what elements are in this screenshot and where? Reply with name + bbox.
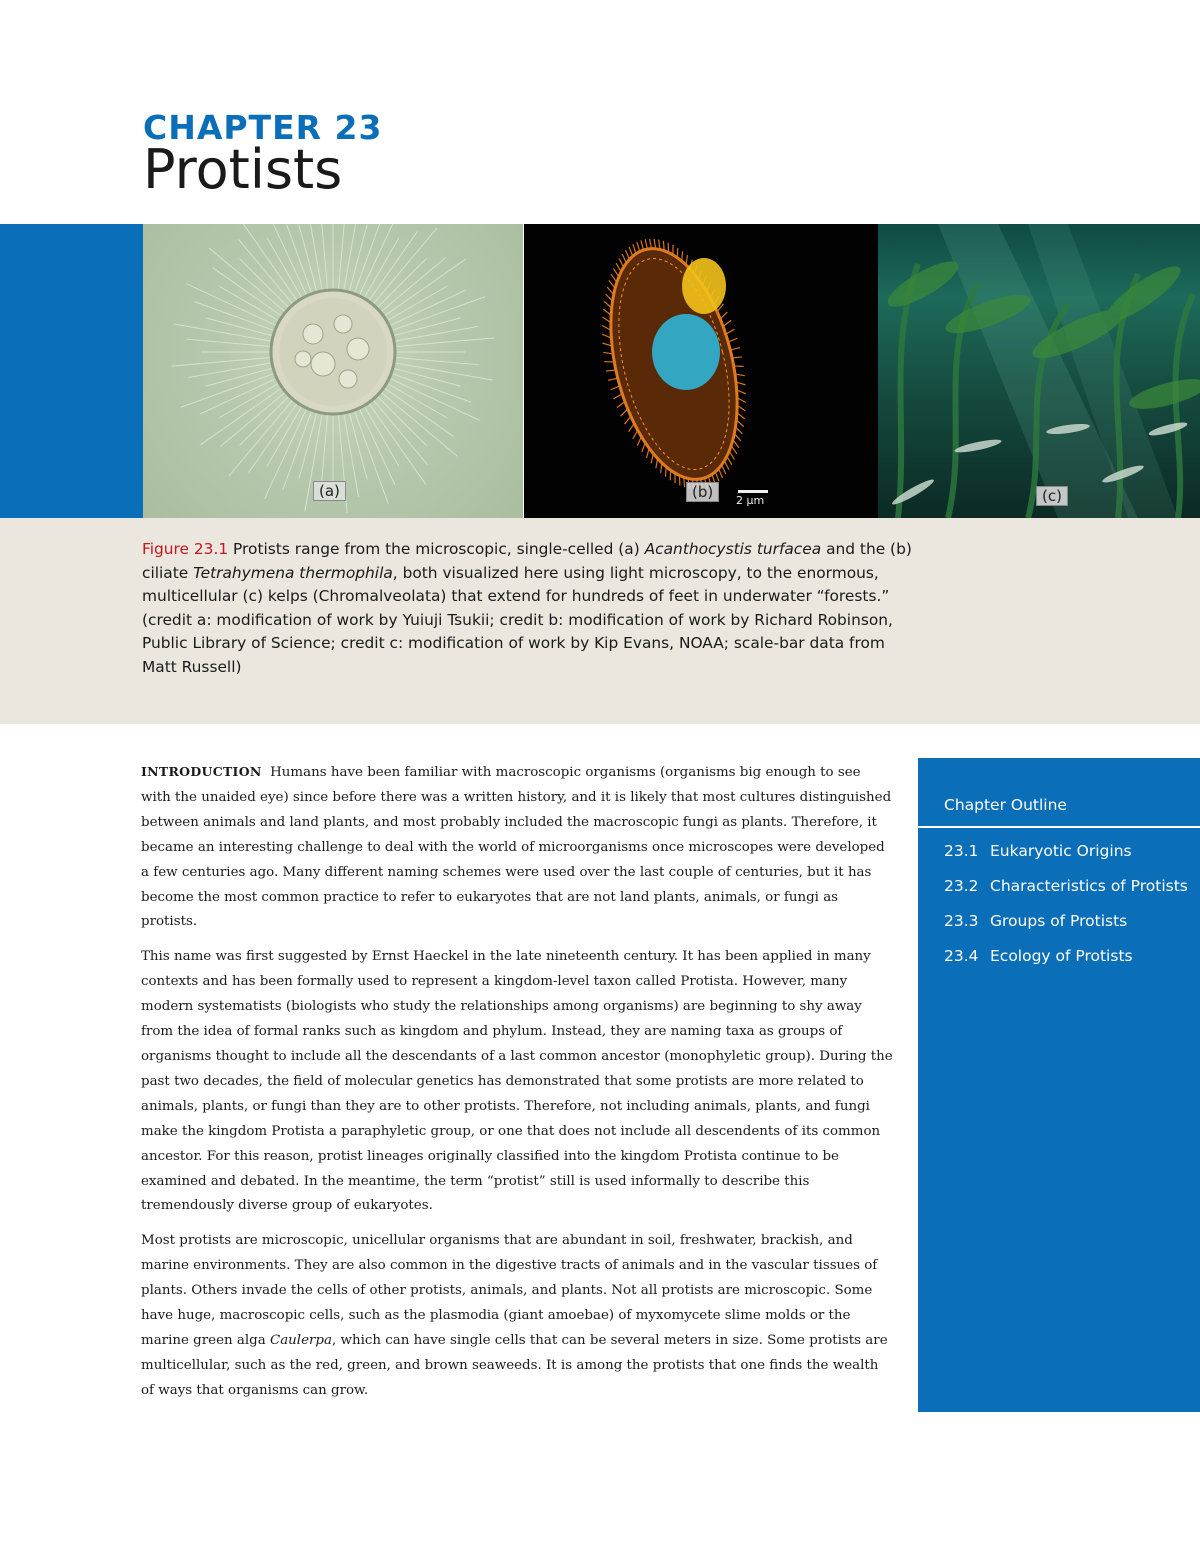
chapter-label: CHAPTER 23: [143, 108, 383, 147]
paragraph-3-text-a: Most protists are microscopic, unicellular organisms that are abundant in soil, freshwater, brackish, and marine environments. They are also common in the digestive tracts of animals and in the vascular tissues of plants. Others invade the cells of other protists, animals, and plants. Not all protists are microscopic. Some have huge, macroscopic cells, such as the plasmodia (giant amoebae) of myxomycete slime molds or the marine green alga: [141, 1233, 878, 1348]
caption-text-2: and the (b) ciliate: [142, 540, 912, 582]
figure-panel-b-image: [524, 224, 878, 518]
outline-item-23-1[interactable]: [944, 838, 1194, 865]
kelp-forest-illustration: [878, 224, 1200, 518]
panel-label-c: (c): [1036, 486, 1068, 506]
caption-text-1: Protists range from the microscopic, single-celled (a): [228, 540, 645, 558]
outline-item-label: Characteristics of Protists: [990, 877, 1188, 895]
chapter-heading: [143, 108, 383, 201]
caption-text-3: , both visualized here using light microscopy, to the enormous, multicellular (c) kelps (Chromalveolata) that extend for hundreds of feet in underwater “forests.” (credit a: modification of work by Yuiuji Tsukii; credit b: modification of work by Richard Robinson, Public Library of Science; credit c: modification of work by Kip Evans, NOAA; scale-bar data from Matt Russell): [142, 563, 893, 676]
body-text: [141, 760, 893, 1414]
chapter-outline: [918, 758, 1200, 1412]
outline-item-label: Eukaryotic Origins: [990, 842, 1132, 860]
outline-item-number: 23.3: [944, 912, 979, 930]
acanthocystis-illustration: [143, 224, 523, 518]
outline-item-23-3[interactable]: [944, 908, 1194, 935]
outline-item-23-4[interactable]: [944, 943, 1194, 970]
caption-species-a: Acanthocystis turfacea: [644, 540, 822, 558]
outline-item-number: 23.4: [944, 947, 979, 965]
nucleus: [652, 314, 720, 390]
panel-label-a: (a): [313, 481, 346, 501]
outline-item-23-2[interactable]: [944, 873, 1194, 900]
figure-number: Figure 23.1: [142, 540, 229, 558]
paragraph-3-text-b: , which can have single cells that can be several meters in size. Some protists are multicellular, such as the red, green, and brown seaweeds. It is among the protists that one finds the wealth of ways that organisms can grow.: [141, 1332, 888, 1398]
caption-species-b: Tetrahymena thermophila: [193, 563, 393, 582]
tetrahymena-illustration: [524, 224, 878, 518]
scale-bar-label: 2 μm: [736, 494, 765, 507]
scale-bar: [738, 490, 768, 493]
intro-label: INTRODUCTION: [141, 764, 262, 779]
chapter-outline-title: Chapter Outline: [944, 796, 1067, 814]
figure-panel-c-image: [878, 224, 1200, 518]
chapter-title: Protists: [143, 138, 343, 201]
outline-item-number: 23.1: [944, 842, 979, 860]
outline-divider: [918, 826, 1200, 828]
outline-item-number: 23.2: [944, 877, 979, 895]
paragraph-1: [141, 760, 893, 935]
paragraph-2: This name was first suggested by Ernst Haeckel in the late nineteenth century. It has been applied in many contexts and has been formally used to represent a kingdom-level taxon called Protista. However, many modern systematists (biologists who study the relationships among organisms) are beginning to shy away from the idea of formal ranks such as kingdom and phylum. Instead, they are naming taxa as groups of organisms thought to include all the descendants of a last common ancestor (monophyletic group). During the past two decades, the field of molecular genetics has demonstrated that some protists are more related to animals, plants, or fungi than they are to other protists. Therefore, not including animals, plants, and fungi make the kingdom Protista a paraphyletic group, or one that does not include all descendents of its common ancestor. For this reason, protist lineages originally classified into the kingdom Protista continue to be examined and debated. In the meantime, the term “protist” still is used informally to describe this tremendously diverse group of eukaryotes.: [141, 949, 893, 1214]
caulerpa-italic: Caulerpa: [269, 1332, 332, 1348]
paragraph-3: [141, 1229, 893, 1403]
outline-item-label: Groups of Protists: [990, 912, 1128, 930]
figure-left-accent-bar: [0, 224, 143, 518]
oral-apparatus: [682, 258, 726, 314]
outline-list: [944, 838, 1194, 978]
paragraph-1-text: Humans have been familiar with macroscopic organisms (organisms big enough to see with the unaided eye) since before there was a written history, and it is likely that most cultures distinguished between animals and land plants, and most probably included the macroscopic fungi as plants. Therefore, it became an interesting challenge to deal with the world of microorganisms once microscopes were developed a few centuries ago. Many different naming schemes were used over the last couple of centuries, but it has become the most common practice to refer to eukaryotes that are not land plants, animals, or fungi as protists.: [141, 765, 892, 930]
outline-item-label: Ecology of Protists: [990, 947, 1133, 965]
figure-panel-a-image: [143, 224, 523, 518]
figure-caption: [142, 538, 922, 679]
panel-label-b: (b): [686, 482, 719, 502]
